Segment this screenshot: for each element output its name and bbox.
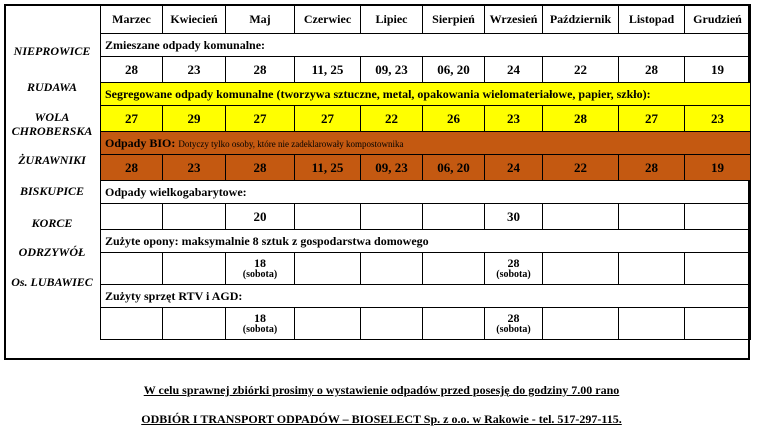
village-label: ODRZYWÓŁ bbox=[18, 245, 86, 259]
village-label: Os. LUBAWIEC bbox=[11, 275, 93, 289]
date-value: 28 bbox=[507, 311, 520, 325]
month-header: Czerwiec bbox=[295, 5, 361, 34]
date-cell: 26 bbox=[423, 106, 485, 132]
month-header: Listopad bbox=[619, 5, 685, 34]
month-header: Październik bbox=[543, 5, 619, 34]
date-cell: 22 bbox=[543, 57, 619, 83]
category-label bbox=[101, 132, 751, 155]
date-cell bbox=[361, 308, 423, 340]
village-label: ŻURAWNIKI bbox=[18, 153, 86, 167]
date-cell: 20 bbox=[226, 204, 295, 230]
date-cell: 24 bbox=[485, 57, 543, 83]
village-label: NIEPROWICE bbox=[13, 44, 91, 58]
date-cell: 28 bbox=[226, 57, 295, 83]
date-cell bbox=[101, 308, 163, 340]
village-label: RUDAWA bbox=[26, 80, 78, 94]
date-cell bbox=[163, 253, 226, 285]
category-label bbox=[101, 285, 751, 308]
date-cell: 19 bbox=[685, 57, 751, 83]
date-cell: 28 bbox=[619, 57, 685, 83]
village-label: BISKUPICE bbox=[19, 184, 85, 198]
month-header: Grudzień bbox=[685, 5, 751, 34]
category-title: Zmieszane odpady komunalne: bbox=[105, 37, 266, 52]
village-label: KORCE bbox=[31, 216, 73, 230]
date-cell: 06, 20 bbox=[423, 57, 485, 83]
date-cell: 28 bbox=[226, 155, 295, 181]
category-note: Dotyczy tylko osoby, które nie zadeklarowały kompostownika bbox=[178, 138, 404, 149]
day-note: (sobota) bbox=[242, 269, 278, 280]
date-cell bbox=[295, 308, 361, 340]
date-cell: 23 bbox=[163, 57, 226, 83]
date-cell bbox=[619, 204, 685, 230]
date-cell: 23 bbox=[485, 106, 543, 132]
day-note: (sobota) bbox=[242, 324, 278, 335]
date-cell bbox=[543, 253, 619, 285]
category-title: Zużyte opony: maksymalnie 8 sztuk z gospodarstwa domowego bbox=[105, 233, 429, 248]
date-cell: 11, 25 bbox=[295, 155, 361, 181]
date-cell: 29 bbox=[163, 106, 226, 132]
village-label: WOLA CHROBERSKA bbox=[11, 110, 93, 138]
date-cell: 30 bbox=[485, 204, 543, 230]
category-title: Zużyty sprzęt RTV i AGD: bbox=[105, 288, 243, 303]
schedule-table bbox=[100, 4, 751, 340]
date-cell: 22 bbox=[543, 155, 619, 181]
day-note: (sobota) bbox=[496, 269, 531, 280]
category-label bbox=[101, 230, 751, 253]
footer-note: W celu sprawnej zbiórki prosimy o wystawienie odpadów przed posesję do godziny 7.00 rano bbox=[143, 383, 620, 397]
date-cell bbox=[485, 308, 543, 340]
date-cell bbox=[295, 204, 361, 230]
date-cell: 22 bbox=[361, 106, 423, 132]
month-header: Wrzesień bbox=[485, 5, 543, 34]
date-cell bbox=[485, 253, 543, 285]
date-cell bbox=[543, 204, 619, 230]
date-cell: 19 bbox=[685, 155, 751, 181]
month-header: Lipiec bbox=[361, 5, 423, 34]
date-cell bbox=[619, 253, 685, 285]
date-cell: 27 bbox=[619, 106, 685, 132]
date-cell bbox=[226, 308, 295, 340]
date-cell bbox=[685, 308, 751, 340]
date-cell: 27 bbox=[295, 106, 361, 132]
date-cell: 11, 25 bbox=[295, 57, 361, 83]
category-title: Odpady BIO: bbox=[105, 135, 176, 150]
date-cell: 23 bbox=[163, 155, 226, 181]
date-value: 18 bbox=[254, 311, 266, 325]
date-cell: 06, 20 bbox=[423, 155, 485, 181]
category-label bbox=[101, 181, 751, 204]
category-label bbox=[101, 83, 751, 106]
date-cell: 28 bbox=[619, 155, 685, 181]
month-header: Marzec bbox=[101, 5, 163, 34]
date-cell bbox=[685, 204, 751, 230]
category-title: Segregowane odpady komunalne (tworzywa sztuczne, metal, opakowania wielomateriałowe, papier, szkło): bbox=[105, 86, 651, 101]
date-cell bbox=[619, 308, 685, 340]
date-cell bbox=[101, 204, 163, 230]
date-value: 28 bbox=[507, 256, 520, 270]
month-header: Kwiecień bbox=[163, 5, 226, 34]
date-cell: 28 bbox=[543, 106, 619, 132]
day-note: (sobota) bbox=[496, 324, 531, 335]
date-cell: 28 bbox=[101, 57, 163, 83]
date-cell: 27 bbox=[226, 106, 295, 132]
date-cell: 23 bbox=[685, 106, 751, 132]
date-cell bbox=[423, 204, 485, 230]
date-cell bbox=[163, 308, 226, 340]
date-value: 18 bbox=[254, 256, 266, 270]
category-label bbox=[101, 34, 751, 57]
date-cell bbox=[226, 253, 295, 285]
date-cell bbox=[295, 253, 361, 285]
date-cell: 24 bbox=[485, 155, 543, 181]
date-cell bbox=[685, 253, 751, 285]
month-header: Maj bbox=[226, 5, 295, 34]
date-cell bbox=[361, 253, 423, 285]
date-cell bbox=[361, 204, 423, 230]
date-cell: 09, 23 bbox=[361, 57, 423, 83]
date-cell bbox=[163, 204, 226, 230]
date-cell bbox=[423, 308, 485, 340]
month-header: Sierpień bbox=[423, 5, 485, 34]
date-cell bbox=[543, 308, 619, 340]
date-cell: 09, 23 bbox=[361, 155, 423, 181]
footer-company: ODBIÓR I TRANSPORT ODPADÓW – BIOSELECT Sp. z o.o. w Rakowie - tel. 517-297-115. bbox=[141, 412, 622, 426]
date-cell bbox=[101, 253, 163, 285]
date-cell: 27 bbox=[101, 106, 163, 132]
date-cell: 28 bbox=[101, 155, 163, 181]
category-title: Odpady wielkogabarytowe: bbox=[105, 184, 247, 199]
date-cell bbox=[423, 253, 485, 285]
